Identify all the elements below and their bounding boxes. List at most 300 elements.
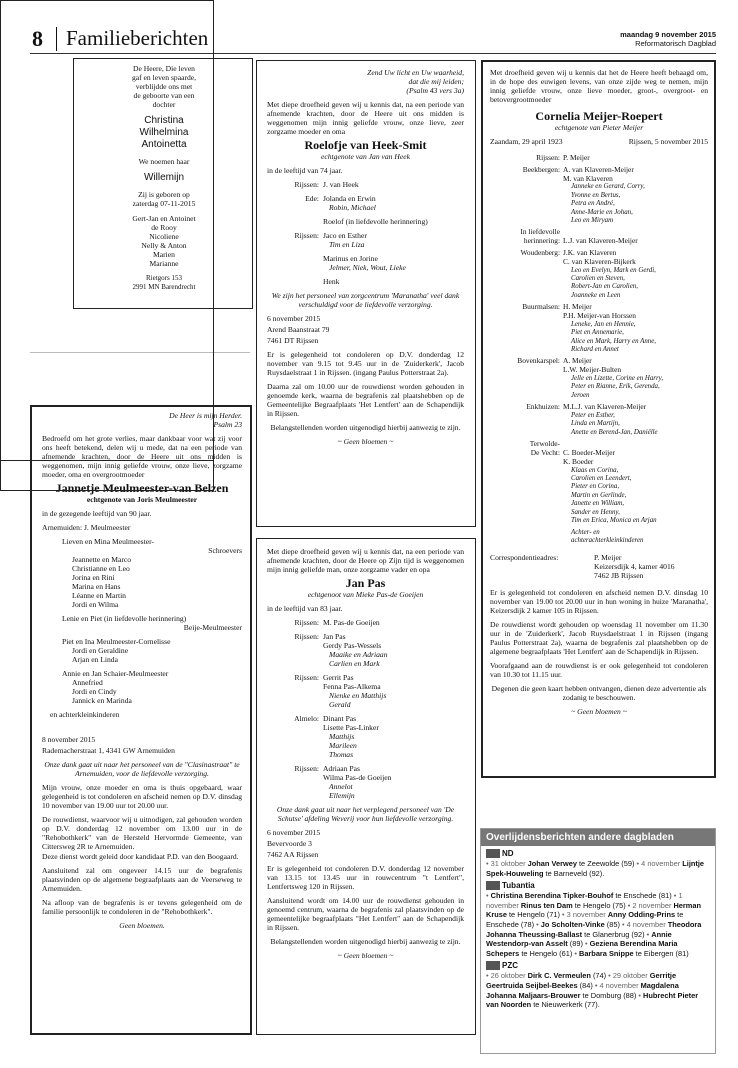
entry-date: 4 november (599, 980, 641, 990)
family-child: Jeroen (571, 391, 590, 399)
heek-p2: Daarna zal om 10.00 uur de rouwdienst worden gehouden in genoemde kerk, waarna de begrafenis zal plaatshebben op de Gemeentelijke Begraafplaats 'Het Lentfert' aan de Schapendijk in Rijssen. (267, 382, 464, 418)
paper-heading (481, 846, 715, 859)
family-child: Christianne en Leo (72, 564, 130, 573)
family-place (490, 529, 560, 546)
family-member: Marinus en Jorine (323, 254, 378, 263)
family-head: Lenie en Piet (in liefdevolle herinnering) (62, 614, 187, 623)
entry-bullet: • (486, 859, 491, 868)
heek-family-group (267, 217, 464, 226)
pas-p2: Aansluitend wordt om 14.00 uur de rouwdienst gehouden in genoemd centrum, waarna de begrafenis zal plaatsvinden op de gemeentelijke begraafplaats "Het Lentfert" aan de Schapendijk in Rijssen. (267, 896, 464, 932)
family-place: Almelo: (294, 714, 319, 723)
meulmeester-p2: De rouwdienst, waarvoor wij u uitnodigen, zal gehouden worden op D.V. donderdag 12 november om 13.00 uur in de "Rehobothkerk" van de Hersteld Hervormde Gemeente, van Cittersweg 2R te Arnemuiden. (42, 815, 242, 851)
entry-name: Barbara Snippe (578, 948, 634, 958)
other-papers-title: Overlijdensberichten andere dagbladen (481, 829, 715, 846)
entry-name: Rinus ten Dam (520, 900, 573, 910)
header-date: maandag 9 november 2015 (620, 30, 716, 39)
family-place: Rijssen: (294, 764, 319, 773)
family-place (267, 254, 319, 272)
family-child: Carolien en Leendert, (571, 475, 632, 483)
family-child: Robert-Jan en Carolien, (571, 283, 638, 291)
pas-age: in de leeftijd van 83 jaar. (267, 604, 343, 613)
family-child: Linda en Martijn, (571, 420, 620, 428)
family-place: herinnering: (523, 236, 560, 246)
heek-intro: Met diepe droefheid geven wij u kennis dat, na een periode van afnemende krachten, door de Heere uit ons midden is weggenomen mijn innig geliefde vrouw, onze lieve, zeer zorgzame moeder en oma (267, 100, 464, 136)
meijer-p3: Voorafgaand aan de rouwdienst is er ook gelegenheid tot condoleren van 10.30 tot 11.15 uur. (490, 661, 708, 680)
meulmeester-spouse: echtgenote van Joris Meulmeester (86, 495, 198, 504)
entry-bullet: • (592, 980, 600, 990)
pas-frame (0, 0, 214, 491)
family-members (323, 673, 464, 709)
meijer-family-group (490, 449, 708, 525)
entry-name: Theodora Johanna Theussing-Ballast (486, 919, 702, 939)
heek-verse-line: (Psalm 43 vers 3a) (406, 86, 464, 95)
heek-verse (267, 68, 464, 95)
meijer-family-group (490, 249, 708, 300)
heek-family-group (267, 231, 464, 249)
heek-family-group (267, 277, 464, 286)
family-child: Leo en Miryam (571, 217, 614, 225)
family-child: Annelot (329, 782, 353, 791)
family-members (563, 237, 708, 246)
entry-name: Annie Westendorp-van Asselt (486, 929, 672, 949)
section-title: Familieberichten (66, 26, 209, 50)
entry-bullet: • (671, 891, 679, 901)
family-members (563, 529, 708, 546)
family-child: Maaike en Adriaan (329, 650, 388, 659)
family-child: Tim en Liza (329, 240, 365, 249)
meulmeester-family-group (62, 614, 242, 632)
meulmeester-date: 8 november 2015 (42, 735, 96, 744)
entry-rest: te Hengelo (71) (506, 910, 560, 920)
entry-bullet: • (606, 971, 613, 981)
family-member: K. Boeder (563, 456, 594, 466)
pas-closing: ~ Geen bloemen ~ (337, 951, 394, 960)
birth-parent-line: Nicoliene (149, 232, 179, 241)
entry-rest: te Barneveld (92). (543, 868, 605, 878)
meulmeester-closing: Geen bloemen. (119, 921, 165, 930)
family-place: Ede: (305, 194, 319, 203)
birth-child-name: Antoinetta (141, 139, 187, 150)
entry-rest: te Enschede (81) (613, 891, 672, 901)
family-child: Joanneke en Leen (571, 291, 621, 299)
entry-date: 26 oktober (490, 971, 528, 981)
family-members (323, 277, 464, 286)
entry-name: Christina Berendina Tipker-Bouhof (490, 891, 614, 901)
family-child: Marileen (329, 741, 357, 750)
family-member: Fenna Pas-Alkema (323, 682, 381, 691)
pas-intro: Met diepe droefheid geven wij u kennis dat, na een periode van afnemende krachten, door de Heere op Zijn tijd is weggenomen mijn innig geliefde man, onze zorgzame vader en opa (267, 547, 464, 574)
meulmeester-verse-line: Psalm 23 (213, 420, 242, 429)
meijer-text (490, 68, 708, 721)
meulmeester-p1: Mijn vrouw, onze moeder en oma is thuis opgebaard, waar gelegenheid is tot condoleren en afscheid nemen op D.V. dinsdag 10 november van 19.00 uur tot 20.00 uur. (42, 783, 242, 810)
family-member: C. van Klaveren-Bijkerk (563, 256, 636, 266)
family-member: Jolanda en Erwin (323, 194, 376, 203)
heek-p3: Belangstellenden worden uitgenodigd hierbij aanwezig te zijn. (270, 423, 461, 432)
family-place: Enkhuizen: (526, 402, 560, 412)
birth-parent-line: Marianne (149, 259, 179, 268)
meulmeester-intro: Bedroefd om het grote verlies, maar dankbaar voor wat zij voor ons heeft betekend, delen wij u mede, dat na een periode van afnemende krachten, door de Heere uit ons midden is weggenomen, mijn innig geliefde vrouw, onze lieve, zorgzame moeder, oma en overgrootmoeder (42, 434, 242, 479)
meulmeester-name: Jannetje Meulmeester-van Belzen (55, 481, 229, 495)
heek-address2: 7461 DT Rijssen (267, 336, 319, 345)
pas-address2: 7462 AA Rijssen (267, 850, 319, 859)
family-members (563, 357, 708, 400)
heek-age: in de leeftijd van 74 jaar. (267, 166, 343, 175)
family-child: Leneke, Jan en Hennie, (571, 320, 636, 328)
family-head: Lieven en Mina Meulmeester- (62, 537, 154, 546)
family-place: Terwolde- (529, 439, 560, 449)
family-head-cont: Beije-Meulmeester (183, 623, 242, 632)
entry-bullet: • (486, 971, 491, 981)
family-child: Jelle en Lizette, Corine en Harry, (571, 375, 664, 383)
family-child: achterachterkleinkinderen (571, 536, 644, 544)
family-child: Jordi en Wilma (72, 600, 119, 609)
birth-parent-line: Gert-Jan en Antoinet (132, 214, 196, 223)
entry-date: 4 november (641, 859, 683, 868)
family-members (563, 154, 708, 163)
heek-family-group (267, 254, 464, 272)
family-place (267, 277, 319, 286)
family-head: Piet en Ina Meulmeester-Cornelisse (62, 637, 171, 646)
heek-name: Roelofje van Heek-Smit (304, 138, 427, 152)
family-member: Lisette Pas-Linker (323, 723, 379, 732)
heek-text (267, 68, 464, 451)
meulmeester-family-group (62, 669, 242, 705)
family-members (323, 618, 464, 627)
entry-rest: (84) (577, 980, 593, 990)
entry-name: Anny Odding-Prins (607, 910, 676, 920)
paper-entries (481, 971, 715, 1009)
meijer-p4: Degenen die geen kaart hebben ontvangen, dienen deze advertentie als zodanig te beschouwen. (491, 684, 707, 703)
family-member: M. van Klaveren (563, 173, 613, 183)
family-child: Thomas (329, 750, 354, 759)
entry-bullet: • (559, 910, 567, 920)
entry-date: 31 oktober (490, 859, 528, 868)
birth-verse-line: dochter (152, 100, 176, 109)
family-members (323, 194, 464, 212)
birth-call-name: Willemijn (144, 172, 184, 183)
meijer-p1: Er is gelegenheid tot condoleren en afscheid nemen D.V. dinsdag 10 november van 19.00 tot 20.00 uur in hun woning in huize 'Maranatha', Keizersdijk 2 kamer 105 in Rijssen. (490, 588, 708, 616)
family-child: Nienke en Matthijs (329, 691, 387, 700)
meijer-family-group (490, 166, 708, 226)
family-child: Jorina en Rini (72, 573, 115, 582)
pas-family-group (267, 714, 464, 759)
entry-rest: te Eibergen (81) (633, 948, 689, 958)
family-child: Peter en Esther, (571, 412, 615, 420)
birth-date-line: Zij is geboren op (138, 190, 190, 199)
family-members (323, 764, 464, 800)
family-child: Peter en Rianne, Erik, Gerenda, (571, 383, 660, 391)
heek-verse-line: Zend Uw licht en Uw waarheid, (367, 68, 464, 77)
family-place: Rijssen: (294, 618, 319, 627)
entry-rest: (89) (567, 939, 583, 949)
paper-entries (481, 891, 715, 958)
meijer-death: Rijssen, 5 november 2015 (628, 137, 708, 146)
family-child: Annefried (72, 678, 103, 687)
family-member: J.K. van Klaveren (563, 248, 617, 258)
heek-p1: Er is gelegenheid tot condoleren op D.V. donderdag 12 november van 9.15 tot 9.45 uur in de 'Zuiderkerk', Jacob Ruysdaelstraat 1 in Rijssen. (ingang Paulus Potterstraat 2a). (267, 350, 464, 377)
family-members (323, 217, 464, 226)
entry-name: Hubrecht Pieter van Noorden (486, 990, 699, 1010)
family-child: Alice en Mark, Harry en Anne, (571, 337, 657, 345)
family-place: Rijssen: (536, 153, 560, 162)
family-place: Rijssen: (294, 231, 319, 240)
meijer-closing: ~ Geen bloemen ~ (571, 707, 627, 717)
meijer-family-group (490, 154, 708, 163)
birth-date-line: zaterdag 07-11-2015 (132, 199, 196, 208)
family-child: Marina en Hans (72, 582, 121, 591)
entry-bullet: • (619, 919, 627, 929)
family-child: Carlien en Mark (329, 659, 380, 668)
family-child: Yvonne en Bertus, (571, 191, 621, 199)
paper-entries (481, 859, 715, 878)
family-member: Gerdy Pas-Wessels (323, 641, 382, 650)
family-place: Woudenberg: (520, 248, 560, 258)
family-child: Jordi en Cindy (72, 687, 117, 696)
family-head-cont: Schroevers (208, 546, 242, 555)
heek-closing: ~ Geen bloemen ~ (337, 437, 394, 446)
family-members (323, 714, 464, 759)
meijer-corr-line: 7462 JB Rijssen (594, 571, 644, 581)
family-members (323, 632, 464, 668)
family-member: M. Pas-de Goeijen (323, 618, 380, 627)
family-child: Gerald (329, 700, 351, 709)
birth-address-line: Rietgors 153 (146, 274, 182, 282)
meulmeester-family-group (62, 637, 242, 664)
family-member: M.L.J. van Klaveren-Meijer (563, 402, 647, 412)
family-child: Pieter en Corina, (571, 483, 620, 491)
meulmeester-place: Arnemuiden: J. Meulmeester (42, 523, 131, 532)
family-member: Henk (323, 277, 340, 286)
other-papers-panel (480, 828, 716, 1054)
meijer-correspondence (490, 553, 708, 580)
family-member: Roelof (in liefdevolle herinnering) (323, 217, 428, 226)
meijer-family-group (490, 237, 708, 246)
family-child: Sander en Henny, (571, 508, 620, 516)
pas-family-group (267, 632, 464, 668)
family-member: Gerrit Pas (323, 673, 354, 682)
heek-verse-line: dat die mij leiden; (408, 77, 464, 86)
birth-call-intro: We noemen haar (138, 157, 190, 166)
birth-parent-line: Marien (153, 250, 175, 259)
family-member: Dinant Pas (323, 714, 357, 723)
entry-bullet: • (636, 990, 644, 1000)
family-members (563, 166, 708, 226)
entry-name: Lijntje Spek-Houweling (486, 859, 705, 878)
family-child: Anne-Marie en Johan, (571, 208, 633, 216)
family-child: Arjan en Linda (72, 655, 118, 664)
meulmeester-thanks: Onze dank gaat uit naar het personeel van de "Clasinastraat" te Arnemuiden, voor de liefdevolle verzorging. (44, 760, 240, 778)
entry-date: 29 oktober (612, 971, 650, 981)
header-paper: Reformatorisch Dagblad (635, 39, 716, 48)
pas-name: Jan Pas (345, 576, 386, 590)
family-child: Ellemijn (329, 791, 355, 800)
meijer-family-group (490, 357, 708, 400)
meulmeester-p5: Na afloop van de begrafenis is er tevens gelegenheid om de familie persoonlijk te condoleren in de "Rehobothkerk". (42, 898, 242, 916)
family-member: J. van Heek (323, 180, 359, 189)
family-child: Matthijs (329, 732, 355, 741)
meulmeester-address: Rademacherstraat 1, 4341 GW Arnemuiden (42, 746, 175, 755)
entry-bullet: • (582, 939, 590, 949)
family-child: Achter- en (571, 528, 600, 536)
family-place: Beekbergen: (522, 164, 560, 174)
paper-marker (486, 961, 500, 970)
family-members (323, 231, 464, 249)
pas-family (267, 618, 464, 800)
pas-family-group (267, 764, 464, 800)
family-child: Carolien en Steven, (571, 275, 625, 283)
paper-marker (486, 849, 500, 858)
birth-verse-line: verblijdde ons met (135, 82, 193, 91)
entry-date: 4 november (626, 919, 668, 929)
family-member: C. Boeder-Meijer (563, 448, 615, 458)
entry-date: 3 november (566, 910, 608, 920)
meulmeester-grandkids: en achterkleinkinderen (50, 710, 120, 719)
entry-name: Johan Verwey (527, 859, 577, 868)
entry-name: Geziena Berendina Maria Schepers (486, 939, 678, 958)
entry-rest: te Nieuwerkerk (77). (531, 1000, 600, 1010)
paper-name: PZC (502, 961, 518, 971)
family-place (267, 217, 319, 226)
entry-rest: te Hengelo (75) (572, 900, 626, 910)
entry-name: Gerritje Geertruida Seijbel-Beekes (486, 971, 677, 990)
family-child: Tim en Erica, Monica en Arjan (571, 517, 657, 525)
family-place: In liefdevolle (520, 227, 560, 237)
family-member: A. van Klaveren-Meijer (563, 164, 634, 174)
meijer-family-group (490, 403, 708, 437)
family-member: P.H. Meijer-van Horssen (563, 311, 636, 321)
page-number: 8 (32, 26, 43, 51)
entry-rest: te Domburg (88) (580, 990, 637, 1000)
meijer-corr-line: Keizersdijk 4, kamer 4016 (594, 562, 675, 572)
heek-family (267, 180, 464, 286)
family-members (563, 403, 708, 437)
birth-child-name: Christina (144, 115, 184, 126)
family-child: Jeannette en Marco (72, 555, 132, 564)
entry-name: Magdalena Johanna Maljaars-Brouwer (486, 980, 679, 1000)
family-member: L.W. Meijer-Bulten (563, 365, 622, 375)
meijer-p2: De rouwdienst wordt gehouden op woensdag 11 november om 11.30 uur in de 'Zuiderkerk', Jacob Ruysdaelstraat 1 in Rijssen (ingang Paulus Potterstraat 2a), waarna de begrafenis zal plaatshebben op de algemene begraafplaats 'Het Lentfert' aan de Schapendijk in Rijssen. (490, 620, 708, 657)
entry-bullet: • (572, 948, 579, 958)
other-papers-list (481, 846, 715, 1010)
birth-address-line: 2991 MN Barendrecht (132, 283, 196, 291)
meijer-family-group (490, 529, 708, 546)
entry-name: Dirk C. Vermeulen (527, 971, 591, 981)
family-place: Rijssen: (294, 180, 319, 189)
pas-address1: Bevervoorde 3 (267, 839, 312, 848)
meulmeester-p3: Deze dienst wordt geleid door kandidaat P.D. van den Boogaard. (42, 852, 239, 861)
family-child: Janette en William, (571, 500, 625, 508)
family-child: Janneke en Gerard, Corry, (571, 183, 645, 191)
family-place: De Vecht: (530, 448, 560, 458)
pas-spouse: echtgenoot van Mieke Pas-de Goeijen (307, 590, 424, 599)
pas-family-group (267, 673, 464, 709)
entry-rest: te Enschede (78) (486, 910, 684, 929)
meijer-family-group (490, 303, 708, 354)
meulmeester-p4: Aansluitend zal om ongeveer 14.15 uur de begrafenis plaatsvinden op de algemene begraafplaats aan de Veerseweg te Arnemuiden. (42, 866, 242, 893)
meulmeester-family (42, 537, 242, 705)
paper-name: Tubantia (502, 881, 535, 891)
meijer-family (490, 154, 708, 545)
family-child: Jordi en Geraldine (72, 646, 129, 655)
family-child: Richard en Annet (571, 346, 619, 354)
entry-rest: te Hengelo (61) (519, 948, 573, 958)
entry-date: 1 november (486, 891, 683, 910)
family-members (563, 249, 708, 300)
entry-rest: te Glanerbrug (92) (582, 929, 645, 939)
family-member: L.J. van Klaveren-Meijer (563, 236, 638, 246)
meijer-corr-line: P. Meijer (594, 553, 622, 563)
family-child: Petra en André, (571, 200, 615, 208)
family-place: Rijssen: (294, 632, 319, 641)
paper-heading (481, 958, 715, 971)
birth-verse-line: De Heere, Die leven (133, 64, 195, 73)
birth-child-name: Wilhelmina (139, 127, 189, 138)
entry-bullet: • (644, 929, 652, 939)
family-child: Piet en Annemarie, (571, 329, 624, 337)
pas-p3: Belangstellenden worden uitgenodigd hierbij aanwezig te zijn. (270, 937, 461, 946)
entry-bullet: • (486, 891, 491, 901)
paper-name: ND (502, 849, 514, 858)
meijer-birth: Zaandam, 29 april 1923 (490, 137, 563, 146)
family-place: Rijssen: (294, 673, 319, 682)
entry-name: Herman Kruse (486, 900, 701, 920)
pas-p1: Er is gelegenheid tot condoleren D.V. donderdag 12 november van 13.15 tot 13.45 uur in rouwcentrum "t Lentfert", Lentfertsweg 120 in Rijssen. (267, 864, 464, 891)
heek-family-group (267, 194, 464, 212)
meijer-corr-address (594, 553, 708, 580)
heek-date: 6 november 2015 (267, 314, 321, 323)
paper-heading (481, 878, 715, 891)
meijer-spouse: echtgenote van Pieter Meijer (554, 123, 644, 132)
family-members (563, 303, 708, 354)
family-members (323, 254, 464, 272)
entry-rest: (85) (604, 919, 620, 929)
birth-verse-line: de geboorte van een (133, 91, 195, 100)
entry-rest: te Zeewolde (59) (576, 859, 635, 868)
header-meta (620, 30, 716, 48)
family-child: Leo en Evelyn, Mark en Gerdi, (571, 266, 656, 274)
heek-address1: Arend Baanstraat 79 (267, 325, 330, 334)
birth-verse-line: gaf en leven spaarde, (131, 73, 197, 82)
family-place: Buurmalsen: (522, 302, 560, 312)
entry-bullet: • (534, 919, 541, 929)
entry-bullet: • (634, 859, 642, 868)
pas-text (267, 547, 464, 965)
birth-parent-line: Nelly & Anton (141, 241, 187, 250)
family-members (563, 449, 708, 525)
meijer-dates (490, 137, 708, 146)
heek-spouse: echtgenote van Jan van Heek (321, 152, 410, 161)
heek-family-group (267, 180, 464, 189)
meulmeester-family-group (62, 537, 242, 609)
family-member: Jaco en Esther (323, 231, 367, 240)
entry-bullet: • (625, 900, 633, 910)
heek-thanks: We zijn het personeel van zorgcentrum 'Maranatha' veel dank verschuldigd voor de liefdevolle verzorging. (271, 291, 460, 309)
family-member: Wilma Pas-de Goeijen (323, 773, 392, 782)
family-member: P. Meijer (563, 153, 590, 162)
entry-rest: (74) (590, 971, 607, 981)
meijer-corr-label: Correspondentieadres: (490, 553, 559, 563)
family-head: Annie en Jan Schaier-Meulmeester (62, 669, 169, 678)
meulmeester-age: in de gezegende leeftijd van 90 jaar. (42, 509, 152, 518)
family-members (323, 180, 464, 189)
pas-date: 6 november 2015 (267, 828, 321, 837)
family-member: A. Meijer (563, 356, 592, 366)
pas-thanks: Onze dank gaat uit naar het verplegend personeel van 'De Schutse' afdeling Weverij voor hun liefdevolle verzorging. (276, 805, 455, 823)
family-child: Jannick en Marinda (72, 696, 132, 705)
family-child: Léanne en Martin (72, 591, 126, 600)
meijer-intro: Met droefheid geven wij u kennis dat het de Heere heeft behaagd om, in de hope des euwigen levens, van onze zijde weg te nemen, mijn innig geliefde vrouw, onze lieve moeder, groot-, overgroot- en betovergrootmoeder (490, 68, 708, 104)
pas-family-group (267, 618, 464, 627)
